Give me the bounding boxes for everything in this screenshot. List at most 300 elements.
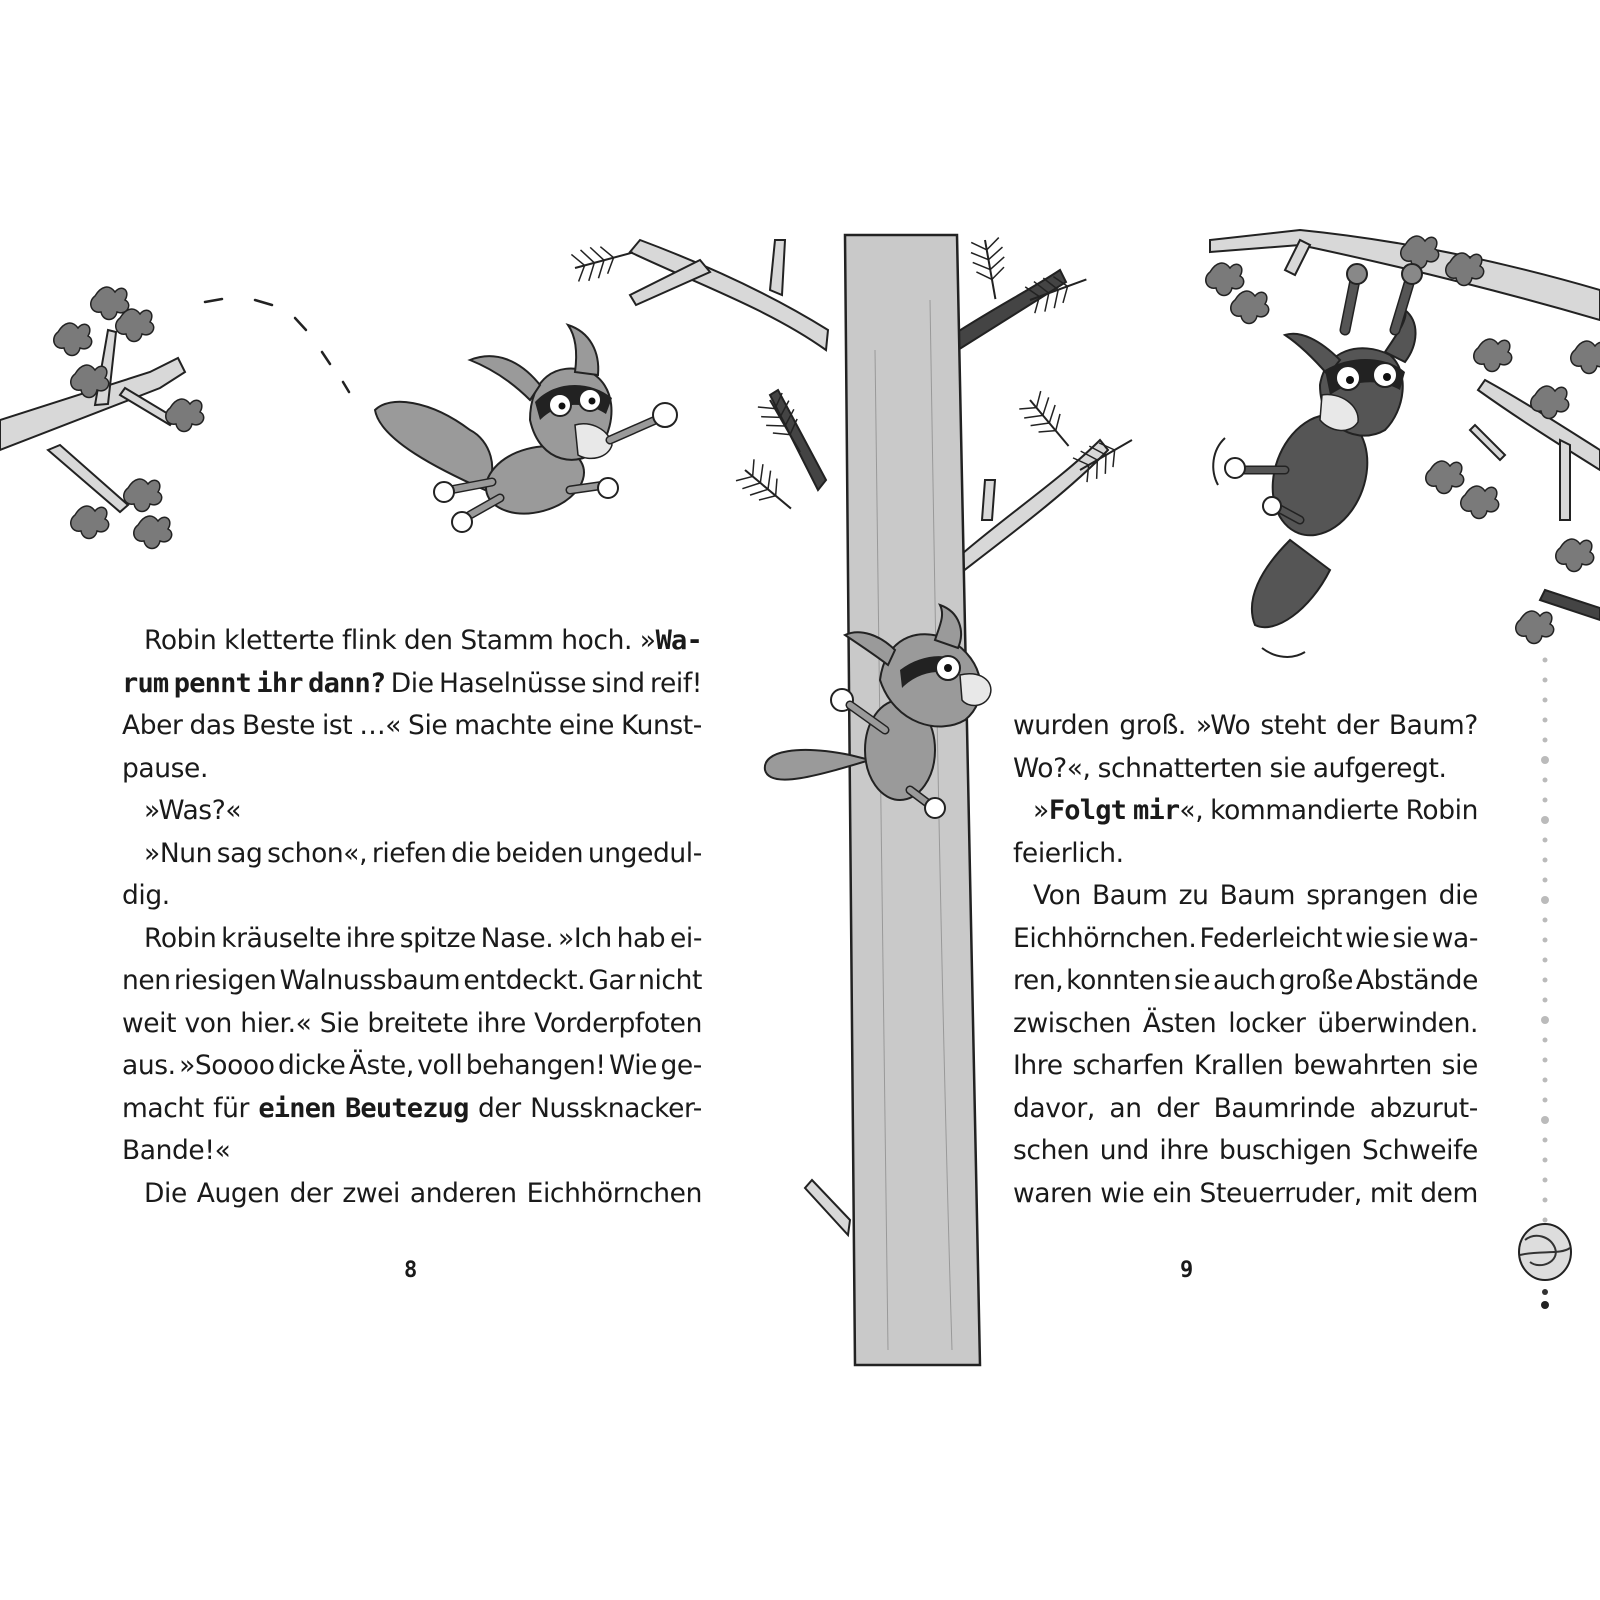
- word: Ästen: [1142, 1007, 1217, 1039]
- word: überwinden.: [1317, 1007, 1478, 1039]
- word-group: [1214, 1088, 1356, 1131]
- word: voll: [417, 1050, 463, 1081]
- emphasized-word: pennt: [173, 667, 252, 699]
- word-group: [408, 705, 447, 748]
- word: entdeckt.: [463, 965, 586, 996]
- text-line: [122, 833, 702, 876]
- word: ihre: [345, 922, 395, 954]
- word: ge-: [660, 1050, 702, 1081]
- text-line: [1013, 790, 1478, 833]
- word: «,: [1179, 795, 1204, 826]
- word: scharfen: [1072, 1050, 1185, 1081]
- word: locker: [1228, 1007, 1306, 1039]
- word-group: [1100, 1130, 1149, 1173]
- word: Äste,: [348, 1050, 414, 1081]
- word-group: [122, 663, 168, 706]
- word: Robin: [1405, 795, 1478, 826]
- word-group: [144, 1173, 187, 1216]
- word-group: [1392, 918, 1428, 961]
- text-line: [1013, 1130, 1478, 1173]
- word-group: [1013, 833, 1124, 876]
- word-group: [256, 663, 302, 706]
- word: zwischen: [1013, 1007, 1132, 1039]
- emphasized-word: Beutezug: [344, 1092, 469, 1124]
- word-group: [1033, 875, 1081, 918]
- word: Haselnüsse: [438, 667, 587, 699]
- word-group: [290, 1173, 333, 1216]
- word-group: [224, 620, 334, 663]
- word-group: [1345, 918, 1389, 961]
- word-group: [184, 1003, 232, 1046]
- word-group: [527, 1173, 702, 1216]
- word: schnatterten: [1097, 752, 1263, 784]
- word-group: [410, 1173, 517, 1216]
- word: eine: [558, 710, 615, 741]
- word-group: [122, 1088, 204, 1131]
- word: der: [1336, 710, 1379, 741]
- word-group: [391, 663, 434, 706]
- word-group: [258, 1088, 335, 1131]
- text-line: [1013, 918, 1478, 961]
- flying-squirrel: [375, 325, 677, 532]
- word: Beste: [242, 710, 316, 741]
- word: riefen: [371, 837, 447, 869]
- word-group: [1313, 748, 1447, 791]
- word: wa-: [1431, 922, 1478, 954]
- word-group: [1194, 1045, 1284, 1088]
- word-group: [1420, 1173, 1478, 1216]
- word-group: [1013, 1173, 1092, 1216]
- word: davor,: [1013, 1092, 1095, 1124]
- word-group: [1092, 875, 1167, 918]
- word: ein: [1152, 1177, 1192, 1209]
- word-group: [477, 1003, 526, 1046]
- word-group: [342, 620, 396, 663]
- word: sie: [1392, 922, 1429, 954]
- emphasized-word: ihr: [256, 667, 303, 699]
- word-group: [122, 960, 171, 1003]
- word-group: [638, 960, 702, 1003]
- word-group: [1156, 1088, 1199, 1131]
- word-group: [495, 833, 583, 876]
- word: das: [189, 710, 236, 741]
- emphasized-word: mir: [1133, 795, 1180, 826]
- word-group: [1213, 960, 1276, 1003]
- word: machte: [454, 710, 552, 741]
- word: wie: [1345, 922, 1390, 954]
- word-group: [1260, 705, 1326, 748]
- motion-dashes: [205, 299, 349, 392]
- word: waren: [1013, 1177, 1093, 1209]
- word-group: [322, 705, 352, 748]
- text-line: [1013, 875, 1478, 918]
- word-group: [404, 620, 453, 663]
- word-group: [122, 875, 170, 918]
- word-group: [122, 1045, 176, 1088]
- word: beiden: [495, 837, 584, 869]
- word: schon«,: [267, 837, 368, 869]
- word-group: [1336, 705, 1379, 748]
- word: Sie: [319, 1007, 360, 1039]
- word-group: [144, 833, 212, 876]
- word: der: [289, 1177, 333, 1209]
- word: ren,: [1013, 965, 1064, 996]
- word-group: [439, 663, 586, 706]
- word: sprangen: [1306, 880, 1428, 911]
- word-group: [660, 1045, 702, 1088]
- word: Die: [144, 1177, 187, 1209]
- word: sie: [1441, 1050, 1478, 1081]
- word: Von: [1033, 880, 1081, 911]
- word: Vorderpfoten: [534, 1007, 702, 1039]
- word: riesigen: [173, 965, 277, 996]
- word: weit: [122, 1007, 177, 1039]
- word-group: [534, 1003, 702, 1046]
- word: »Nun: [144, 837, 213, 869]
- text-line: [122, 1003, 702, 1046]
- text-line: [122, 705, 702, 748]
- word-group: [1228, 1003, 1305, 1046]
- text-line: [1013, 1045, 1478, 1088]
- text-line: [1013, 1088, 1478, 1131]
- word: »Ich: [558, 922, 612, 954]
- word: von: [184, 1007, 232, 1039]
- word: Baumrinde: [1213, 1092, 1356, 1124]
- word-group: [221, 918, 341, 961]
- word: Krallen: [1193, 1050, 1284, 1081]
- word: Steuerruder,: [1199, 1177, 1362, 1209]
- word-group: [367, 1003, 468, 1046]
- word: dem: [1420, 1177, 1478, 1209]
- word-group: [1196, 705, 1250, 748]
- word: Baum?: [1388, 710, 1478, 741]
- walnut-icon: [1519, 1224, 1571, 1280]
- word-group: [588, 960, 634, 1003]
- text-line: [122, 1045, 702, 1088]
- word: große: [1278, 965, 1354, 996]
- word: sag: [216, 837, 263, 869]
- word-group: [359, 705, 401, 748]
- word-group: [561, 620, 632, 663]
- word-group: [1033, 790, 1126, 833]
- word: spitze: [399, 922, 476, 954]
- emphasized-word: Wa-: [655, 625, 702, 656]
- word: Federleicht: [1199, 922, 1343, 954]
- word-group: [1432, 918, 1478, 961]
- left-branch: [0, 287, 204, 548]
- word: wurden: [1013, 710, 1110, 741]
- word-group: [1362, 1130, 1478, 1173]
- text-line: [122, 1173, 702, 1216]
- word: der: [477, 1092, 521, 1124]
- word: Nussknacker-: [530, 1092, 702, 1124]
- text-line: [1013, 960, 1478, 1003]
- word: »Was?«: [144, 795, 242, 826]
- word: »Soooo: [179, 1050, 275, 1081]
- word-group: [1152, 1173, 1191, 1216]
- word-group: [466, 1045, 606, 1088]
- word: Eichhörnchen.: [1013, 922, 1197, 954]
- word-group: [1174, 960, 1210, 1003]
- word: für: [213, 1092, 249, 1124]
- word-group: [650, 663, 702, 706]
- text-line: [122, 1130, 702, 1173]
- word: steht: [1260, 710, 1327, 741]
- word: flink: [341, 625, 397, 656]
- word-group: [1219, 1130, 1351, 1173]
- word: dicke: [277, 1050, 346, 1081]
- word: Robin: [144, 625, 217, 656]
- word: Wo?«,: [1013, 752, 1091, 784]
- word-group: [1013, 748, 1091, 791]
- word: pause.: [122, 752, 208, 784]
- word-group: [1013, 1130, 1089, 1173]
- word: buschigen: [1219, 1135, 1352, 1166]
- text-line: [122, 748, 702, 791]
- word-group: [1133, 790, 1203, 833]
- word: kletterte: [224, 625, 335, 656]
- emphasized-word: Folgt: [1048, 795, 1127, 826]
- word-group: [278, 1045, 345, 1088]
- word-group: [621, 705, 702, 748]
- word-group: [1406, 790, 1478, 833]
- word: sie: [1173, 965, 1211, 996]
- word: hab: [616, 922, 666, 954]
- word-group: [460, 620, 553, 663]
- word: breitete: [367, 1007, 469, 1039]
- text-line: [1013, 1173, 1478, 1216]
- emphasized-word: rum: [122, 667, 169, 699]
- word-group: [1013, 918, 1196, 961]
- word: hier.«: [240, 1007, 312, 1039]
- word: Aber: [122, 710, 183, 741]
- word: die: [451, 837, 491, 869]
- word: ihre: [476, 1007, 526, 1039]
- word-group: [1439, 875, 1478, 918]
- word: ist: [321, 710, 353, 741]
- word-group: [174, 960, 276, 1003]
- word-group: [558, 918, 612, 961]
- word: Baum: [1092, 880, 1168, 911]
- word: zwei: [342, 1177, 400, 1209]
- right-page-text: [1013, 705, 1478, 1215]
- word-group: [1269, 748, 1305, 791]
- word-group: [400, 918, 476, 961]
- word-group: [1013, 1003, 1131, 1046]
- word: ihre: [1159, 1135, 1209, 1166]
- word-group: [670, 918, 702, 961]
- word: »: [1033, 795, 1049, 826]
- word-group: [1356, 960, 1478, 1003]
- word: konnten: [1066, 965, 1172, 996]
- word-group: [1370, 1173, 1412, 1216]
- word: ei-: [669, 922, 702, 954]
- text-line: [122, 663, 702, 706]
- word: der: [1156, 1092, 1200, 1124]
- word-group: [1442, 1045, 1478, 1088]
- word: aus.: [122, 1050, 176, 1081]
- word: »: [639, 625, 656, 656]
- word-group: [1200, 1173, 1362, 1216]
- text-line: [1013, 748, 1478, 791]
- text-line: [1013, 1003, 1478, 1046]
- word-group: [1293, 1045, 1432, 1088]
- text-line: [1013, 833, 1478, 876]
- word: Gar: [588, 965, 635, 996]
- word-group: [342, 1173, 400, 1216]
- word-group: [1220, 875, 1295, 918]
- word-group: [1210, 790, 1399, 833]
- word-group: [122, 705, 183, 748]
- word: den: [403, 625, 453, 656]
- word: an: [1109, 1092, 1142, 1124]
- word: die: [1438, 880, 1478, 911]
- word-group: [640, 620, 702, 663]
- word-group: [213, 1088, 249, 1131]
- word: aufgeregt.: [1312, 752, 1447, 784]
- word-group: [197, 1173, 280, 1216]
- left-page-text: [122, 620, 702, 1215]
- word-group: [451, 833, 490, 876]
- word-group: [280, 960, 461, 1003]
- word-group: [592, 663, 645, 706]
- word-group: [1200, 918, 1343, 961]
- word: schen: [1013, 1135, 1090, 1166]
- word-group: [320, 1003, 359, 1046]
- word: sind: [591, 667, 645, 699]
- word-group: [478, 1088, 521, 1131]
- word: Stamm: [460, 625, 554, 656]
- margin-dotted-line: [1541, 658, 1549, 1310]
- word-group: [1013, 705, 1109, 748]
- word: Kunst-: [620, 710, 702, 741]
- word: kommandierte: [1210, 795, 1399, 826]
- word: kräuselte: [221, 922, 342, 954]
- word: auch: [1213, 965, 1276, 996]
- text-line: [122, 1088, 702, 1131]
- text-line: [122, 918, 702, 961]
- word: anderen: [409, 1177, 517, 1209]
- word: Die: [390, 667, 434, 699]
- word-group: [1119, 705, 1185, 748]
- word-group: [144, 620, 216, 663]
- word: groß.: [1119, 710, 1186, 741]
- word: nicht: [638, 965, 702, 996]
- word-group: [267, 833, 367, 876]
- word-group: [1279, 960, 1353, 1003]
- word-group: [349, 1045, 414, 1088]
- word: behangen!: [465, 1050, 606, 1081]
- text-line: [1013, 705, 1478, 748]
- word-group: [1100, 1173, 1144, 1216]
- word-group: [189, 705, 235, 748]
- page-number-right: 9: [1180, 1258, 1194, 1283]
- word-group: [242, 705, 315, 748]
- emphasized-word: einen: [258, 1092, 336, 1124]
- word-group: [417, 1045, 462, 1088]
- word: Bande!«: [122, 1135, 231, 1166]
- word: wie: [1100, 1177, 1145, 1209]
- word-group: [1098, 748, 1263, 791]
- emphasized-word: dann?: [308, 667, 386, 699]
- word: Abstände: [1355, 965, 1478, 996]
- word-group: [345, 1088, 469, 1131]
- word-group: [372, 833, 447, 876]
- word: und: [1099, 1135, 1149, 1166]
- word-group: [1013, 960, 1063, 1003]
- text-line: [122, 620, 702, 663]
- word-group: [588, 833, 702, 876]
- word-group: [1370, 1088, 1478, 1131]
- word-group: [179, 1045, 275, 1088]
- word-group: [122, 1003, 176, 1046]
- text-line: [122, 960, 702, 1003]
- word-group: [617, 918, 666, 961]
- word-group: [308, 663, 385, 706]
- word-group: [1109, 1088, 1141, 1131]
- word-group: [1306, 875, 1427, 918]
- word-group: [1143, 1003, 1216, 1046]
- word: …«: [359, 710, 402, 741]
- word: hoch.: [561, 625, 633, 656]
- word-group: [463, 960, 585, 1003]
- word-group: [1317, 1003, 1478, 1046]
- word: »Wo: [1195, 710, 1251, 741]
- word-group: [1013, 1045, 1063, 1088]
- word: abzurut-: [1369, 1092, 1478, 1124]
- word-group: [144, 790, 241, 833]
- word: dig.: [122, 880, 170, 911]
- word: Eichhörnchen: [526, 1177, 702, 1209]
- word: nen: [122, 965, 171, 996]
- word: Ihre: [1013, 1050, 1063, 1081]
- text-line: [122, 875, 702, 918]
- word: bewahrten: [1293, 1050, 1432, 1081]
- word: macht: [122, 1092, 204, 1124]
- word-group: [1013, 1088, 1095, 1131]
- word-group: [144, 918, 216, 961]
- word-group: [174, 663, 251, 706]
- word: feierlich.: [1013, 837, 1124, 869]
- word-group: [1072, 1045, 1184, 1088]
- word-group: [481, 918, 554, 961]
- word: Robin: [144, 922, 217, 954]
- word-group: [530, 1088, 702, 1131]
- word-group: [1179, 875, 1209, 918]
- word: zu: [1178, 880, 1209, 911]
- word: sie: [1269, 752, 1306, 784]
- word: Sie: [408, 710, 448, 741]
- word-group: [240, 1003, 311, 1046]
- word-group: [1159, 1130, 1208, 1173]
- word: Nase.: [480, 922, 554, 954]
- word-group: [346, 918, 395, 961]
- word-group: [454, 705, 552, 748]
- word: mit: [1369, 1177, 1413, 1209]
- word: Schweife: [1361, 1135, 1478, 1166]
- word: Wie: [608, 1050, 658, 1081]
- word-group: [122, 1130, 230, 1173]
- word: ungedul-: [587, 837, 702, 869]
- word: Baum: [1219, 880, 1296, 911]
- word-group: [609, 1045, 657, 1088]
- word: Augen: [196, 1177, 280, 1209]
- word-group: [559, 705, 614, 748]
- word-group: [1389, 705, 1478, 748]
- word-group: [122, 748, 208, 791]
- page-number-left: 8: [404, 1258, 418, 1283]
- word-group: [1066, 960, 1171, 1003]
